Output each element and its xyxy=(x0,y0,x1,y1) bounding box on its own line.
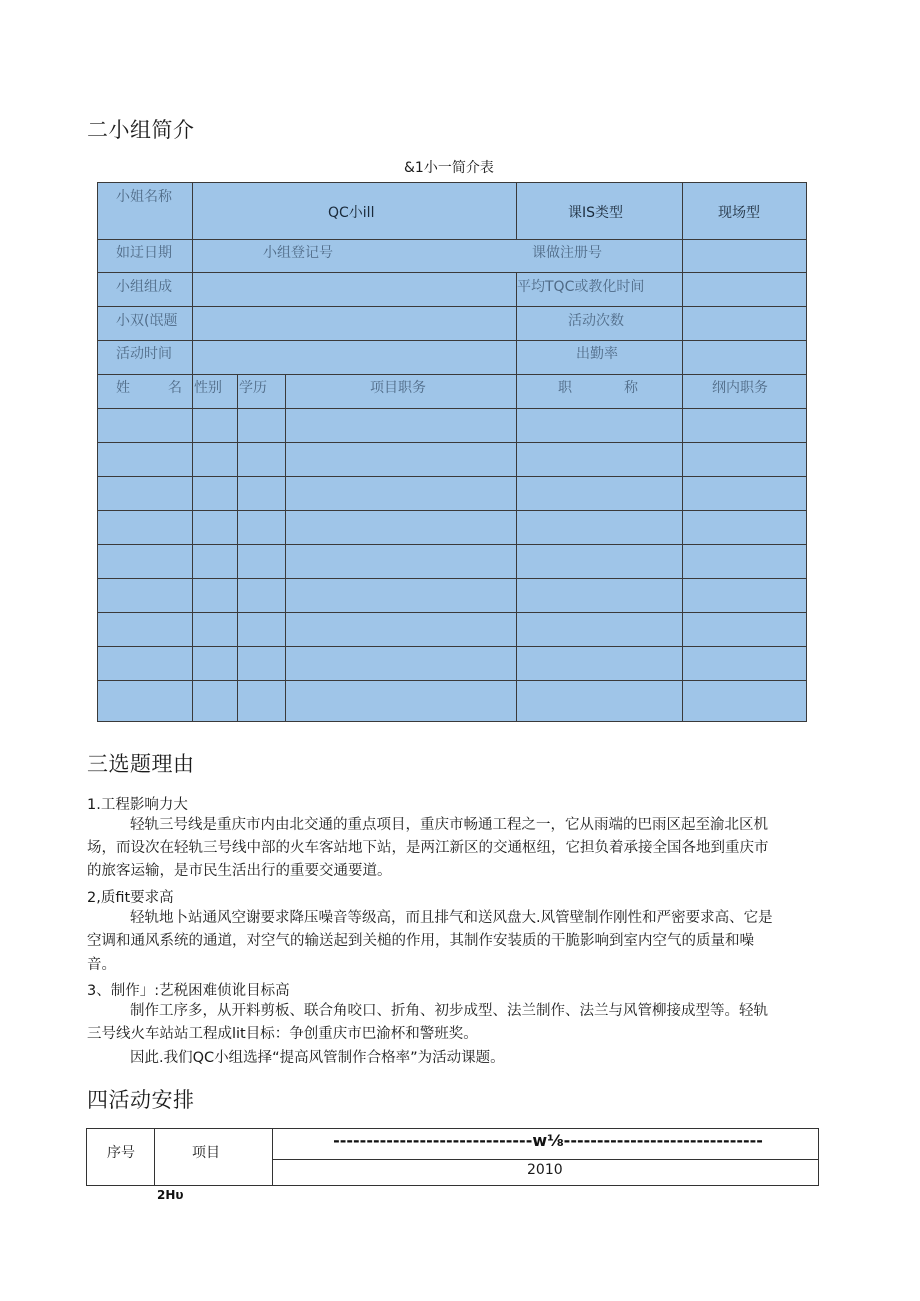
col-serial-no: 序号 xyxy=(107,1145,135,1161)
label-registration-no: 小组登记号 xyxy=(263,245,333,261)
section-3-title: 三选题理由 xyxy=(87,752,195,776)
label-group-members: 小组组成 xyxy=(116,279,172,295)
label-attendance: 出勤率 xyxy=(576,346,618,362)
header-education: 学历 xyxy=(239,380,267,396)
footer-mark: 2Hυ xyxy=(157,1188,184,1202)
period-header: ------------------------------w⅛------------------------------ xyxy=(333,1131,763,1150)
reason-3-line-2: 三号线火车站站工程成lit目标：争创重庆市巴渝杯和警班奖。 xyxy=(87,1026,478,1042)
year-2010: 2010 xyxy=(527,1162,563,1178)
label-group-name: 小姐名称 xyxy=(116,189,172,205)
section-2-title: 二小组简介 xyxy=(87,118,195,142)
label-activity-count: 活动次数 xyxy=(568,313,624,329)
reason-3-line-1: 制作工序多，从开料剪板、联合角咬口、折角、初步成型、法兰制作、法兰与风管柳接成型等。轻轨 xyxy=(130,1003,768,1019)
reason-2-line-3: 音。 xyxy=(87,957,116,973)
header-project-duty: 项目职务 xyxy=(370,380,426,396)
reason-3-line-3: 因此.我们QC小组选择“提高风管制作合格率”为活动课题。 xyxy=(130,1050,505,1066)
reason-1-line-2: 场，而设次在轻轨三号线中部的火车客站地下站，是两江新区的交通枢纽，它担负着承接全国各地到重庆市 xyxy=(87,840,769,856)
label-topic-type: 课IS类型 xyxy=(568,205,624,221)
reason-2-line-2: 空调和通风系统的通道，对空气的输送起到关槌的作用，其制作安装质的干脆影响到室内空气的质量和噪 xyxy=(87,933,754,949)
label-topic: 小双(氓题 xyxy=(116,313,178,329)
header-title-a: 职 xyxy=(558,380,572,396)
header-internal-duty: 纲内职务 xyxy=(712,380,768,396)
group-intro-table xyxy=(97,182,807,722)
header-title-b: 称 xyxy=(624,380,638,396)
reason-1-line-3: 的旅客运输，是市民生活出行的重要交通要道。 xyxy=(87,863,392,879)
label-topic-registration-no: 课做注册号 xyxy=(532,245,602,261)
header-gender: 性别 xyxy=(194,380,222,396)
header-name-a: 姓 xyxy=(116,380,130,396)
header-name-b: 名 xyxy=(168,380,182,396)
reason-1-heading: 1.工程影响力大 xyxy=(87,797,188,813)
reason-2-heading: 2,质fit要求高 xyxy=(87,890,174,906)
reason-1-line-1: 轻轨三号线是重庆市内由北交通的重点项目，重庆市畅通工程之一，它从雨端的巴雨区起至渝北区机 xyxy=(130,817,768,833)
col-item: 项目 xyxy=(192,1145,220,1161)
label-activity-time: 活动时间 xyxy=(116,346,172,362)
table-caption: &1小一简介表 xyxy=(404,160,494,176)
label-founded-date: 如迂日期 xyxy=(116,245,172,261)
value-topic-type: 现场型 xyxy=(718,205,760,221)
section-4-title: 四活动安排 xyxy=(87,1088,195,1112)
reason-2-line-1: 轻轨地卜站通风空谢要求降压噪音等级高，而且排气和送风盘大.风管壁制作刚性和严密要求高、它是 xyxy=(130,910,773,926)
label-avg-tqc-time: 平均TQC或教化时间 xyxy=(517,279,645,295)
reason-3-heading: 3、制作」:艺税困难侦讹目标高 xyxy=(87,983,290,999)
value-group-name: QC小ill xyxy=(328,205,375,221)
